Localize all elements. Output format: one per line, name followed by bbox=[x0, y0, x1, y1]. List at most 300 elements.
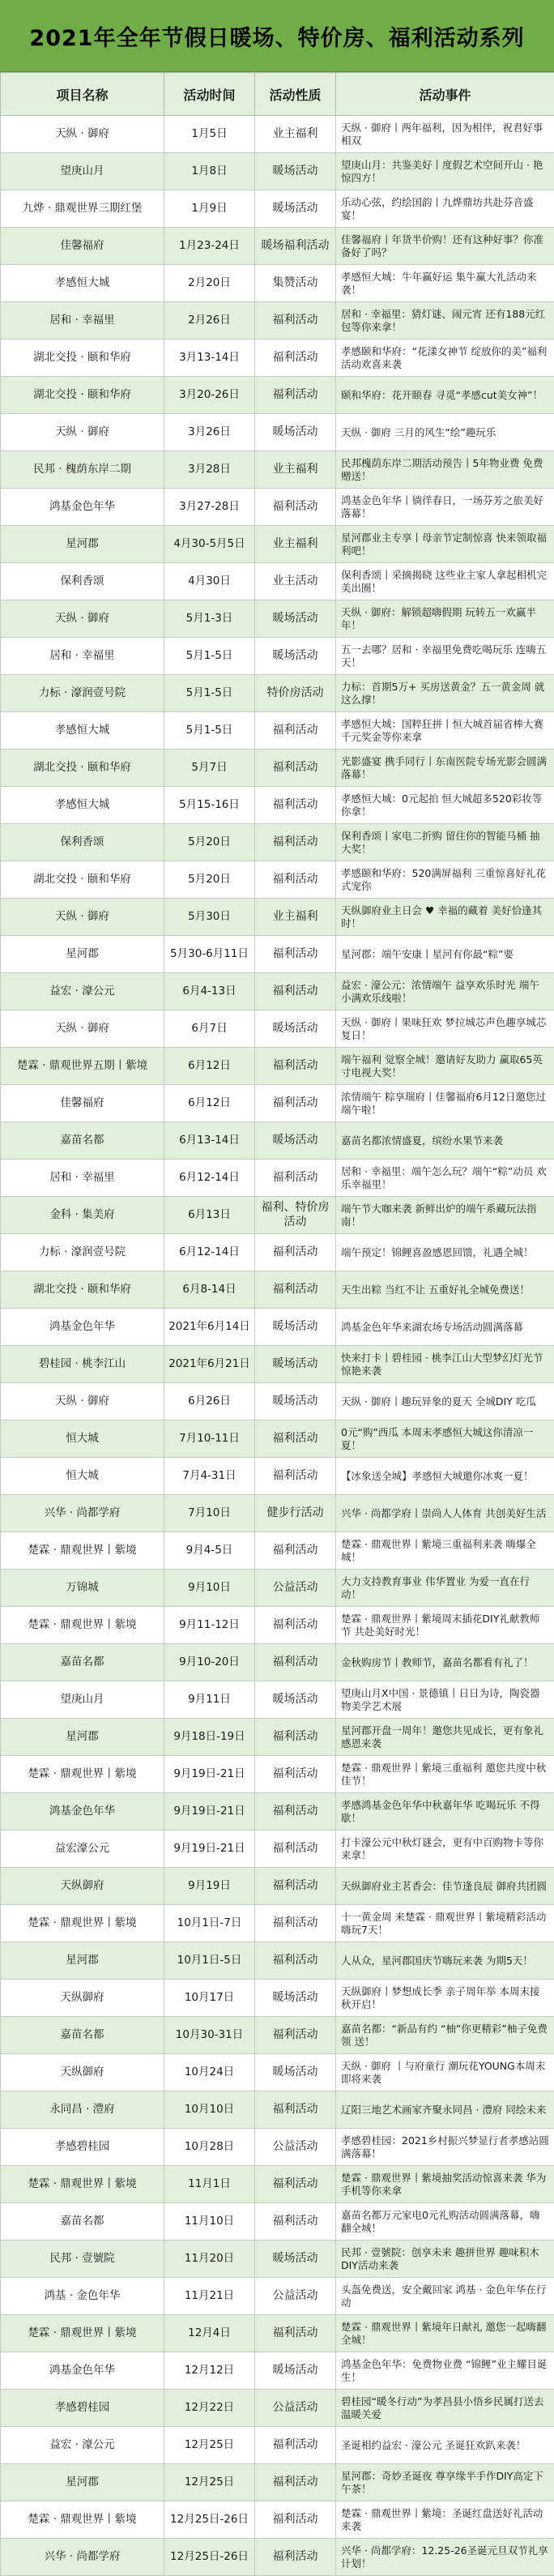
project-name-cell: 力标 · 濠润壹号院 bbox=[1, 675, 164, 712]
activity-time-cell: 5月20日 bbox=[164, 824, 255, 861]
activity-type-cell: 暖场活动 bbox=[255, 414, 336, 451]
table-row bbox=[1, 451, 554, 489]
activity-time-cell: 6月4-13日 bbox=[164, 973, 255, 1010]
table-row bbox=[1, 190, 554, 228]
project-name-cell: 楚霖 · 鼎观世界丨紫境 bbox=[1, 2501, 164, 2539]
activity-event-cell: 金秋购房节丨教师节，嘉苗名都看有礼了！ bbox=[336, 1644, 554, 1681]
activity-time-cell: 2021年6月14日 bbox=[164, 1309, 255, 1346]
activity-event-cell: 端午预定！锦鲤喜盈感恩回馈，礼遇全城！ bbox=[336, 1234, 554, 1271]
activity-type-cell: 健步行活动 bbox=[255, 1495, 336, 1532]
activity-event-cell: 楚霖 · 鼎观世界丨紫境抽奖活动惊喜来袭 华为手机等你来拿 bbox=[336, 2166, 554, 2203]
table-row bbox=[1, 1383, 554, 1420]
table-row bbox=[1, 1942, 554, 1980]
table-row bbox=[1, 2464, 554, 2501]
activity-event-cell: 民邦 · 壹號院：创享未来 趣拼世界 趣味积木DIY活动来袭 bbox=[336, 2241, 554, 2278]
project-name-cell: 碧桂园 · 桃李江山 bbox=[1, 1346, 164, 1383]
activity-type-cell: 福利活动 bbox=[255, 824, 336, 861]
table-row bbox=[1, 1495, 554, 1532]
activity-type-cell: 暖场活动 bbox=[255, 190, 336, 228]
activity-type-cell: 暖场活动 bbox=[255, 600, 336, 638]
project-name-cell: 益宏濠公元 bbox=[1, 1831, 164, 1868]
activity-time-cell: 6月12-14日 bbox=[164, 1160, 255, 1197]
activity-time-cell: 10月30-31日 bbox=[164, 2017, 255, 2054]
activity-event-cell: 天纵御府业主茗香会：佳节逢良辰 御府共团圆 bbox=[336, 1868, 554, 1905]
table-row bbox=[1, 2390, 554, 2427]
activity-event-cell: 佳馨福府丨年货半价购！还有这种好事？你准备好了吗？ bbox=[336, 228, 554, 265]
activity-type-cell: 暖场活动 bbox=[255, 1681, 336, 1719]
project-name-cell: 望庚山月 bbox=[1, 153, 164, 190]
table-row bbox=[1, 1309, 554, 1346]
table-row bbox=[1, 1197, 554, 1234]
activity-type-cell: 暖场活动 bbox=[255, 1383, 336, 1420]
activity-time-cell: 3月27-28日 bbox=[164, 489, 255, 526]
activity-type-cell: 福利活动 bbox=[255, 1756, 336, 1793]
activity-time-cell: 3月26日 bbox=[164, 414, 255, 451]
activity-event-cell: 天纵御府丨梦想成长季 亲子周年举 本周末接秋开启！ bbox=[336, 1980, 554, 2017]
activity-type-cell: 暖场活动 bbox=[255, 1346, 336, 1383]
activity-event-cell: 人从众，星河郡国庆节嗨玩来袭 为期5天！ bbox=[336, 1942, 554, 1980]
activity-time-cell: 7月10日 bbox=[164, 1495, 255, 1532]
table-row bbox=[1, 228, 554, 265]
activity-time-cell: 12月25日 bbox=[164, 2464, 255, 2501]
activity-type-cell: 福利、特价房活动 bbox=[255, 1197, 336, 1234]
project-name-cell: 鸿基金色年华 bbox=[1, 489, 164, 526]
project-name-cell: 天纵 · 御府 bbox=[1, 600, 164, 638]
activity-type-cell: 福利活动 bbox=[255, 2501, 336, 2539]
project-name-cell: 湖北交投 · 颐和华府 bbox=[1, 340, 164, 377]
activity-time-cell: 5月30-6月11日 bbox=[164, 936, 255, 973]
project-name-cell: 居和 · 幸福里 bbox=[1, 638, 164, 675]
activity-time-cell: 7月4-31日 bbox=[164, 1458, 255, 1495]
activity-event-cell: 星河郡：奇妙圣诞夜 尊享缘半手作DIY高定下午茶！ bbox=[336, 2464, 554, 2501]
activity-time-cell: 9月10日 bbox=[164, 1570, 255, 1607]
activity-time-cell: 9月18日-19日 bbox=[164, 1719, 255, 1756]
activity-event-cell: 天生出粽 当红不让 五重好礼全城免费送！ bbox=[336, 1271, 554, 1309]
table-row bbox=[1, 1234, 554, 1271]
header-row bbox=[1, 73, 554, 116]
activity-type-cell: 福利活动 bbox=[255, 1607, 336, 1644]
activity-event-cell: 天纵御府业主日会 ♥ 幸福的藏着 美好恰逢其时！ bbox=[336, 899, 554, 936]
project-name-cell: 兴华 · 尚都学府 bbox=[1, 2539, 164, 2576]
activity-event-cell: 碧桂园“暖冬行动”为孝昌县小悟乡民属打送去温暖关爱 bbox=[336, 2390, 554, 2427]
table-row bbox=[1, 1681, 554, 1719]
table-row bbox=[1, 2315, 554, 2352]
activity-type-cell: 福利活动 bbox=[255, 377, 336, 414]
activity-time-cell: 6月12日 bbox=[164, 1085, 255, 1122]
project-name-cell: 湖北交投 · 颐和华府 bbox=[1, 377, 164, 414]
table-row bbox=[1, 489, 554, 526]
project-name-cell: 楚霖 · 鼎观世界五期丨紫境 bbox=[1, 1048, 164, 1085]
activity-event-cell: 嘉苗名都：“新品有约 “柚”你更精彩”柚子免费领 送！ bbox=[336, 2017, 554, 2054]
activity-event-cell: 楚霖 · 鼎观世界丨紫境：圣诞红盘送好礼活动来袭 bbox=[336, 2501, 554, 2539]
table-row bbox=[1, 116, 554, 153]
activity-type-cell: 集赞活动 bbox=[255, 265, 336, 302]
project-name-cell: 鸿基金色年华 bbox=[1, 1309, 164, 1346]
activity-event-cell: 民邦槐荫东岸二期活动预告丨5年物业费 免费赠送！ bbox=[336, 451, 554, 489]
project-name-cell: 天纵 · 御府 bbox=[1, 1383, 164, 1420]
activity-time-cell: 5月1-5日 bbox=[164, 675, 255, 712]
activity-time-cell: 11月21日 bbox=[164, 2278, 255, 2315]
activity-event-cell: 天纵 · 御府 三月的风生“绘”趣玩乐 bbox=[336, 414, 554, 451]
table-row bbox=[1, 1346, 554, 1383]
activity-time-cell: 9月10-20日 bbox=[164, 1644, 255, 1681]
activity-event-cell: 孝感颐和华府：520满屏福利 三重惊喜好礼花式宠你 bbox=[336, 861, 554, 899]
activity-time-cell: 5月1-5日 bbox=[164, 712, 255, 750]
table-row bbox=[1, 2054, 554, 2091]
activity-time-cell: 3月20-26日 bbox=[164, 377, 255, 414]
activity-type-cell: 福利活动 bbox=[255, 1420, 336, 1458]
table-row bbox=[1, 2501, 554, 2539]
table-row bbox=[1, 1831, 554, 1868]
activity-type-cell: 福利活动 bbox=[255, 787, 336, 824]
activity-time-cell: 12月12日 bbox=[164, 2352, 255, 2390]
activity-time-cell: 10月28日 bbox=[164, 2129, 255, 2166]
table-row bbox=[1, 638, 554, 675]
activity-type-cell: 暖场活动 bbox=[255, 2241, 336, 2278]
project-name-cell: 孝感恒大城 bbox=[1, 787, 164, 824]
activity-time-cell: 5月1-3日 bbox=[164, 600, 255, 638]
activity-event-cell: 居和 · 幸福里：端午怎么玩？端午“粽”动员 欢乐幸福里！ bbox=[336, 1160, 554, 1197]
activity-event-cell: 望庚山月：共鉴美好丨度假艺术空间开山 · 艳惊四方！ bbox=[336, 153, 554, 190]
project-name-cell: 益宏 · 濠公元 bbox=[1, 973, 164, 1010]
activity-type-cell: 福利活动 bbox=[255, 2427, 336, 2464]
activity-event-cell: 嘉苗名都万元家电0元礼购活动圆满落幕，嗨翻全城！ bbox=[336, 2203, 554, 2241]
table-row bbox=[1, 1532, 554, 1570]
activity-event-cell: 天纵 · 御府丨两年福利，因为相伴，祝君好事相双 bbox=[336, 116, 554, 153]
activity-event-cell: 星河郡：端午安康丨星河有你最“粽”要 bbox=[336, 936, 554, 973]
activity-time-cell: 6月13-14日 bbox=[164, 1122, 255, 1160]
table-row bbox=[1, 265, 554, 302]
activity-type-cell: 福利活动 bbox=[255, 1160, 336, 1197]
activity-time-cell: 4月30-5月5日 bbox=[164, 526, 255, 563]
header-activity-type: 活动性质 bbox=[255, 73, 336, 116]
activity-type-cell: 福利活动 bbox=[255, 1234, 336, 1271]
activity-type-cell: 福利活动 bbox=[255, 2203, 336, 2241]
activity-event-cell: 兴华 · 尚都学府：12.25-26圣诞元旦双节礼享计划！ bbox=[336, 2539, 554, 2576]
project-name-cell: 九烨 · 鼎观世界三期红堡 bbox=[1, 190, 164, 228]
activity-type-cell: 福利活动 bbox=[255, 1644, 336, 1681]
table-row bbox=[1, 1010, 554, 1048]
activity-type-cell: 福利活动 bbox=[255, 1831, 336, 1868]
activity-event-cell: 居和 · 幸福里：猜灯谜、闹元宵 还有188元红包等你来拿！ bbox=[336, 302, 554, 340]
project-name-cell: 益宏 · 濠公元 bbox=[1, 2427, 164, 2464]
activity-time-cell: 10月1日-7日 bbox=[164, 1905, 255, 1942]
activity-event-cell: 辽阳三地艺术画家齐聚永同昌 · 澧府 同绘未来 bbox=[336, 2091, 554, 2129]
table-row bbox=[1, 675, 554, 712]
activity-event-cell: 益宏 · 濠公元：浓情端午 益享欢乐时光 端午小满欢乐线啦！ bbox=[336, 973, 554, 1010]
project-name-cell: 保利香颂 bbox=[1, 563, 164, 600]
table-row bbox=[1, 1122, 554, 1160]
activity-time-cell: 3月13-14日 bbox=[164, 340, 255, 377]
table-row bbox=[1, 2278, 554, 2315]
activity-type-cell: 福利活动 bbox=[255, 1719, 336, 1756]
table-row bbox=[1, 936, 554, 973]
activity-event-cell: 快来打卡丨碧桂园 · 桃李江山大型梦幻灯光节惊艳来袭 bbox=[336, 1346, 554, 1383]
table-row bbox=[1, 712, 554, 750]
activity-type-cell: 福利活动 bbox=[255, 750, 336, 787]
table-row bbox=[1, 1756, 554, 1793]
activity-event-cell: 孝感恒大城：0元起拍 恒大城超多520彩妆等你拿！ bbox=[336, 787, 554, 824]
activity-event-cell: 孝感碧桂园：2021乡村振兴梦显行者孝感站圆满落幕！ bbox=[336, 2129, 554, 2166]
table-row bbox=[1, 1420, 554, 1458]
project-name-cell: 天纵 · 御府 bbox=[1, 414, 164, 451]
activity-event-cell: 孝感鸿基金色年华中秋嘉年华 吃喝玩乐 不得歇！ bbox=[336, 1793, 554, 1831]
activity-type-cell: 暖场活动 bbox=[255, 1122, 336, 1160]
activity-event-cell: 圣诞相约益宏 · 濠公元 圣诞狂欢趴来袭！ bbox=[336, 2427, 554, 2464]
table-row bbox=[1, 1271, 554, 1309]
activity-event-cell: 乐动心弦，约绘国韵丨九烨鼎坊共赴芬音盛宴！ bbox=[336, 190, 554, 228]
table-row bbox=[1, 750, 554, 787]
activity-event-cell: 天纵 · 御府丨趣玩异象的夏天 全城DIY 吃瓜 bbox=[336, 1383, 554, 1420]
project-name-cell: 湖北交投 · 颐和华府 bbox=[1, 750, 164, 787]
activity-time-cell: 7月10-11日 bbox=[164, 1420, 255, 1458]
activity-time-cell: 6月26日 bbox=[164, 1383, 255, 1420]
activity-time-cell: 11月10日 bbox=[164, 2203, 255, 2241]
activity-type-cell: 福利活动 bbox=[255, 340, 336, 377]
activity-type-cell: 业主福利 bbox=[255, 526, 336, 563]
project-name-cell: 天纵御府 bbox=[1, 1980, 164, 2017]
activity-event-cell: 光影盛宴 携手同行丨东南医院专场光影会圆满落幕！ bbox=[336, 750, 554, 787]
activity-type-cell: 福利活动 bbox=[255, 1942, 336, 1980]
activity-time-cell: 2月20日 bbox=[164, 265, 255, 302]
activity-event-cell: 孝感颐和华府：“花漾女神节 绽放你的美”福利活动欢喜来袭 bbox=[336, 340, 554, 377]
table-row bbox=[1, 153, 554, 190]
activity-time-cell: 5月7日 bbox=[164, 750, 255, 787]
table-row bbox=[1, 2017, 554, 2054]
activity-type-cell: 福利活动 bbox=[255, 489, 336, 526]
activity-event-cell: 力标：首期5万+ 买房送黄金？五一黄金周 就这么撑！ bbox=[336, 675, 554, 712]
activity-type-cell: 福利活动 bbox=[255, 1532, 336, 1570]
activity-type-cell: 福利活动 bbox=[255, 302, 336, 340]
activity-time-cell: 12月25日 bbox=[164, 2427, 255, 2464]
activity-event-cell: 望庚山月X中国 · 景德镇丨日日为诗，陶瓷器物美学艺术展 bbox=[336, 1681, 554, 1719]
activity-time-cell: 6月8-14日 bbox=[164, 1271, 255, 1309]
activity-event-cell: 楚霖 · 鼎观世界丨紫境三重福利来袭 嗨爆全城！ bbox=[336, 1532, 554, 1570]
activity-time-cell: 3月28日 bbox=[164, 451, 255, 489]
activity-event-cell: 兴华 · 尚都学府丨崇尚人人体育 共创美好生活 bbox=[336, 1495, 554, 1532]
activity-event-cell: 【冰象送全城】孝感恒大城邀你冰爽一夏！ bbox=[336, 1458, 554, 1495]
activity-event-cell: 颐和华府：花开颐春 寻觅“孝感cut美女神”！ bbox=[336, 377, 554, 414]
table-row bbox=[1, 899, 554, 936]
project-name-cell: 楚霖 · 鼎观世界丨紫境 bbox=[1, 1756, 164, 1793]
project-name-cell: 楚霖 · 鼎观世界丨紫境 bbox=[1, 2166, 164, 2203]
activity-time-cell: 12月22日 bbox=[164, 2390, 255, 2427]
project-name-cell: 力标 · 濠润壹号院 bbox=[1, 1234, 164, 1271]
activity-type-cell: 公益活动 bbox=[255, 2129, 336, 2166]
table-row bbox=[1, 1048, 554, 1085]
project-name-cell: 万锦城 bbox=[1, 1570, 164, 1607]
activity-time-cell: 5月30日 bbox=[164, 899, 255, 936]
activity-time-cell: 9月19日-21日 bbox=[164, 1756, 255, 1793]
activity-event-cell: 十一黄金周 来楚霖 · 鼎观世界丨紫境精彩活动嗨玩7天！ bbox=[336, 1905, 554, 1942]
activity-type-cell: 暖场活动 bbox=[255, 1980, 336, 2017]
project-name-cell: 天纵 · 御府 bbox=[1, 899, 164, 936]
project-name-cell: 楚霖 · 鼎观世界丨紫境 bbox=[1, 1532, 164, 1570]
table-row bbox=[1, 2203, 554, 2241]
activity-time-cell: 12月25日-26日 bbox=[164, 2501, 255, 2539]
table-row bbox=[1, 1719, 554, 1756]
activity-time-cell: 5月15-16日 bbox=[164, 787, 255, 824]
table-row bbox=[1, 973, 554, 1010]
activity-event-cell: 端午福利 觉察全城！邀请好友助力 赢取65英寸电视大奖！ bbox=[336, 1048, 554, 1085]
activity-event-cell: 嘉苗名都浓情盛夏，缤纷水果节来袭 bbox=[336, 1122, 554, 1160]
activity-event-cell: 保利香颂丨采摘揭晓 这些业主家人拿起相机完美出圈！ bbox=[336, 563, 554, 600]
activity-event-cell: 端午节大咖来袭 新鲜出炉的端午系藏玩法指南！ bbox=[336, 1197, 554, 1234]
table-row bbox=[1, 2129, 554, 2166]
project-name-cell: 恒大城 bbox=[1, 1458, 164, 1495]
project-name-cell: 嘉苗名都 bbox=[1, 1122, 164, 1160]
activity-type-cell: 公益活动 bbox=[255, 2390, 336, 2427]
activity-type-cell: 福利活动 bbox=[255, 1048, 336, 1085]
activity-time-cell: 2月26日 bbox=[164, 302, 255, 340]
activity-time-cell: 6月12-14日 bbox=[164, 1234, 255, 1271]
project-name-cell: 兴华 · 尚都学府 bbox=[1, 1495, 164, 1532]
project-name-cell: 金科 · 集美府 bbox=[1, 1197, 164, 1234]
activity-time-cell: 5月20日 bbox=[164, 861, 255, 899]
activity-type-cell: 福利活动 bbox=[255, 1905, 336, 1942]
project-name-cell: 星河郡 bbox=[1, 936, 164, 973]
table-row bbox=[1, 377, 554, 414]
activity-event-cell: 孝感恒大城：国粹狂拼丨恒大城首届省棒大赛 千元奖金等你来拿 bbox=[336, 712, 554, 750]
table-row bbox=[1, 2241, 554, 2278]
project-name-cell: 天纵御府 bbox=[1, 1868, 164, 1905]
table-row bbox=[1, 1905, 554, 1942]
activity-event-cell: 大力支持教育事业 伟华置业 为爱一直在行动！ bbox=[336, 1570, 554, 1607]
activity-event-cell: 鸿基金色年华丨徜徉春日，一场芬芳之旅美好落幕！ bbox=[336, 489, 554, 526]
table-row bbox=[1, 414, 554, 451]
table-row bbox=[1, 600, 554, 638]
activity-type-cell: 福利活动 bbox=[255, 712, 336, 750]
activity-type-cell: 公益活动 bbox=[255, 2278, 336, 2315]
activity-time-cell: 4月30日 bbox=[164, 563, 255, 600]
activity-type-cell: 公益活动 bbox=[255, 1570, 336, 1607]
table-row bbox=[1, 1458, 554, 1495]
activity-type-cell: 福利活动 bbox=[255, 2539, 336, 2576]
project-name-cell: 楚霖 · 鼎观世界丨紫境 bbox=[1, 1607, 164, 1644]
table-row bbox=[1, 1868, 554, 1905]
activity-time-cell: 9月19日-21日 bbox=[164, 1831, 255, 1868]
activity-type-cell: 暖场活动 bbox=[255, 1309, 336, 1346]
activity-time-cell: 6月13日 bbox=[164, 1197, 255, 1234]
activity-time-cell: 9月4-5日 bbox=[164, 1532, 255, 1570]
activity-type-cell: 福利活动 bbox=[255, 2315, 336, 2352]
activity-time-cell: 10月24日 bbox=[164, 2054, 255, 2091]
activity-event-cell: 天纵 · 御府丨果味狂欢 梦拉城芯声色趣享城芯复日！ bbox=[336, 1010, 554, 1048]
project-name-cell: 民邦 · 槐荫东岸二期 bbox=[1, 451, 164, 489]
activity-type-cell: 暖场活动 bbox=[255, 2054, 336, 2091]
activity-type-cell: 暖场活动 bbox=[255, 2352, 336, 2390]
activity-type-cell: 暖场福利活动 bbox=[255, 228, 336, 265]
project-name-cell: 居和 · 幸福里 bbox=[1, 302, 164, 340]
project-name-cell: 恒大城 bbox=[1, 1420, 164, 1458]
activity-time-cell: 12月4日 bbox=[164, 2315, 255, 2352]
activity-type-cell: 福利活动 bbox=[255, 2017, 336, 2054]
activity-event-cell: 五一去哪？居和 · 幸福里免费吃喝玩乐 连嗨五天！ bbox=[336, 638, 554, 675]
table-row bbox=[1, 526, 554, 563]
table-row bbox=[1, 2427, 554, 2464]
activity-type-cell: 福利活动 bbox=[255, 1793, 336, 1831]
activity-table bbox=[0, 72, 554, 2576]
activity-type-cell: 业主福利 bbox=[255, 451, 336, 489]
activity-type-cell: 福利活动 bbox=[255, 936, 336, 973]
table-row bbox=[1, 1160, 554, 1197]
table-row bbox=[1, 1644, 554, 1681]
activity-time-cell: 9月19日-21日 bbox=[164, 1793, 255, 1831]
activity-time-cell: 12月25日-26日 bbox=[164, 2539, 255, 2576]
project-name-cell: 嘉苗名都 bbox=[1, 1644, 164, 1681]
project-name-cell: 孝感恒大城 bbox=[1, 712, 164, 750]
project-name-cell: 星河郡 bbox=[1, 526, 164, 563]
activity-type-cell: 业主福利 bbox=[255, 116, 336, 153]
activity-type-cell: 特价房活动 bbox=[255, 675, 336, 712]
activity-type-cell: 暖场活动 bbox=[255, 153, 336, 190]
project-name-cell: 孝感恒大城 bbox=[1, 265, 164, 302]
activity-type-cell: 福利活动 bbox=[255, 973, 336, 1010]
project-name-cell: 佳馨福府 bbox=[1, 1085, 164, 1122]
activity-time-cell: 2021年6月21日 bbox=[164, 1346, 255, 1383]
header-activity-time: 活动时间 bbox=[164, 73, 255, 116]
table-row bbox=[1, 861, 554, 899]
project-name-cell: 望庚山月 bbox=[1, 1681, 164, 1719]
activity-type-cell: 福利活动 bbox=[255, 2166, 336, 2203]
table-row bbox=[1, 1570, 554, 1607]
activity-event-cell: 浓情端午 粽享瑞府丨佳馨福府6月12日邀您过端午啦！ bbox=[336, 1085, 554, 1122]
table-row bbox=[1, 2166, 554, 2203]
activity-event-cell: 星河郡开盘一周年！邀您共见成长，更有象礼感恩来袭 bbox=[336, 1719, 554, 1756]
project-name-cell: 楚霖 · 鼎观世界丨紫境 bbox=[1, 1905, 164, 1942]
activity-type-cell: 福利活动 bbox=[255, 1085, 336, 1122]
project-name-cell: 鸿基金色年华 bbox=[1, 2352, 164, 2390]
activity-time-cell: 10月1日-5日 bbox=[164, 1942, 255, 1980]
project-name-cell: 嘉苗名都 bbox=[1, 2017, 164, 2054]
activity-type-cell: 福利活动 bbox=[255, 1271, 336, 1309]
header-project-name: 项目名称 bbox=[1, 73, 164, 116]
activity-time-cell: 1月9日 bbox=[164, 190, 255, 228]
project-name-cell: 星河郡 bbox=[1, 1719, 164, 1756]
table-row bbox=[1, 563, 554, 600]
project-name-cell: 天纵 · 御府 bbox=[1, 116, 164, 153]
activity-type-cell: 业主福利 bbox=[255, 899, 336, 936]
activity-event-cell: 楚霖 · 鼎观世界丨紫境年日献礼 邀您一起嗨翻全城！ bbox=[336, 2315, 554, 2352]
table-row bbox=[1, 1607, 554, 1644]
project-name-cell: 佳馨福府 bbox=[1, 228, 164, 265]
sheet-title: 2021年全年节假日暖场、特价房、福利活动系列 bbox=[0, 0, 554, 72]
activity-time-cell: 1月5日 bbox=[164, 116, 255, 153]
activity-time-cell: 1月8日 bbox=[164, 153, 255, 190]
activity-time-cell: 5月1-5日 bbox=[164, 638, 255, 675]
project-name-cell: 天纵御府 bbox=[1, 2054, 164, 2091]
table-row bbox=[1, 787, 554, 824]
activity-event-cell: 保利香颂丨家电二折购 留住你的智能马桶 抽大奖！ bbox=[336, 824, 554, 861]
activity-event-cell: 天纵 · 御府 丨与府童行 潮玩花YOUNG本周末即将来袭 bbox=[336, 2054, 554, 2091]
project-name-cell: 保利香颂 bbox=[1, 824, 164, 861]
activity-time-cell: 11月20日 bbox=[164, 2241, 255, 2278]
project-name-cell: 楚霖 · 鼎观世界丨紫境 bbox=[1, 2315, 164, 2352]
project-name-cell: 嘉苗名都 bbox=[1, 2203, 164, 2241]
project-name-cell: 湖北交投 · 颐和华府 bbox=[1, 861, 164, 899]
project-name-cell: 民邦 · 壹號院 bbox=[1, 2241, 164, 2278]
project-name-cell: 鸿基 · 金色年华 bbox=[1, 2278, 164, 2315]
project-name-cell: 永同昌 · 澧府 bbox=[1, 2091, 164, 2129]
activity-type-cell: 暖场活动 bbox=[255, 638, 336, 675]
activity-time-cell: 9月11-12日 bbox=[164, 1607, 255, 1644]
project-name-cell: 星河郡 bbox=[1, 2464, 164, 2501]
table-row bbox=[1, 1793, 554, 1831]
activity-event-cell: 打卡濠公元中秋灯谜会，更有中百购物卡等你来拿！ bbox=[336, 1831, 554, 1868]
table-row bbox=[1, 1085, 554, 1122]
activity-time-cell: 6月7日 bbox=[164, 1010, 255, 1048]
table-body bbox=[1, 116, 554, 2576]
